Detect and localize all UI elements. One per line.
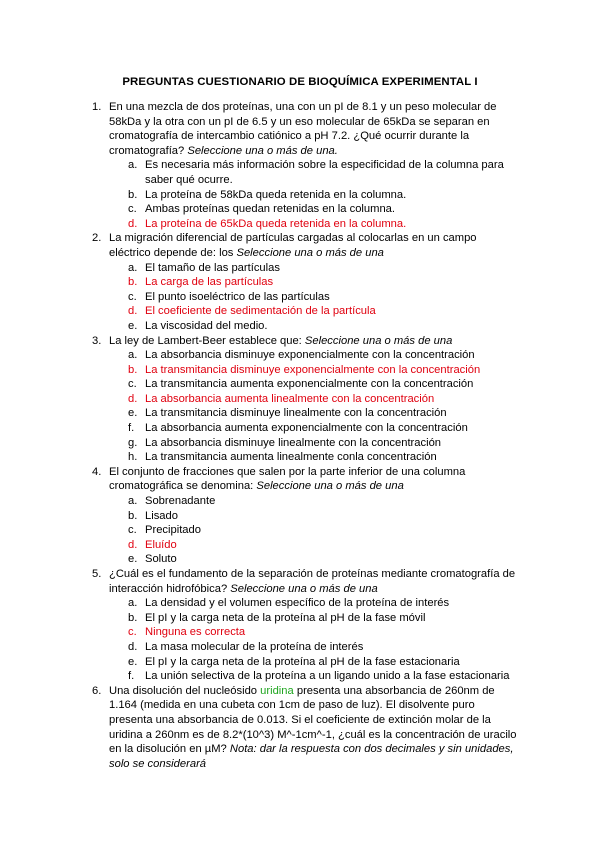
option-item: c. El punto isoeléctrico de las partículas bbox=[128, 290, 330, 303]
question-list bbox=[0, 100, 600, 771]
question-note: Nota: dar la respuesta con dos decimales y sin unidades, solo se considerará bbox=[109, 743, 514, 770]
question-number: 3. bbox=[92, 334, 102, 347]
options-5 bbox=[0, 596, 600, 684]
option-item: e. La transmitancia disminuye linealmente con la concentración bbox=[128, 407, 447, 420]
question-text: En una mezcla de dos proteínas, una con un pI de 8.1 y un peso molecular de 58kDa y la otra con un pI de 6.5 y un eso molecular de 65kDa se separan en cromatografía de intercambio catiónico a pH 7.2. ¿Qué ocurrir durante la cromatografía? Seleccione una o más de una. bbox=[109, 101, 497, 157]
question-number: 2. bbox=[92, 232, 102, 245]
question-instruction: Seleccione una o más de una. bbox=[187, 144, 338, 157]
option-item: e. Soluto bbox=[128, 553, 177, 566]
question-instruction: Seleccione una o más de una bbox=[304, 334, 453, 347]
option-item: a. El tamaño de las partículas bbox=[128, 261, 280, 274]
highlighted-term: uridina bbox=[260, 684, 294, 697]
option-item: f. La unión selectiva de la proteína a un ligando unido a la fase estacionaria bbox=[128, 670, 510, 683]
option-item: f. La absorbancia aumenta exponencialmente con la concentración bbox=[128, 422, 468, 435]
option-item: d. La masa molecular de la proteína de interés bbox=[128, 640, 364, 653]
option-item: b. Lisado bbox=[128, 509, 178, 522]
options-3 bbox=[0, 348, 600, 465]
question-4 bbox=[0, 465, 600, 494]
question-text: La migración diferencial de partículas cargadas al colocarlas en un campo eléctrico depende de: los Seleccione una o más de una bbox=[109, 232, 477, 259]
question-instruction: Seleccione una o más de una bbox=[236, 246, 384, 259]
option-item: b. La proteína de 58kDa queda retenida en la columna. bbox=[128, 188, 407, 201]
document-title: PREGUNTAS CUESTIONARIO DE BIOQUÍMICA EXPERIMENTAL I bbox=[122, 76, 478, 88]
option-item-correct: c. Ninguna es correcta bbox=[128, 626, 246, 639]
option-item: a. Es necesaria más información sobre la especificidad de la columna para saber qué ocurre. bbox=[128, 159, 504, 186]
question-number: 1. bbox=[92, 101, 102, 113]
option-item-correct: d. La proteína de 65kDa queda retenida en la columna. bbox=[128, 217, 407, 230]
question-number: 6. bbox=[92, 684, 102, 697]
question-5 bbox=[0, 567, 600, 596]
option-item-correct: b. La transmitancia disminuye exponencialmente con la concentración bbox=[128, 363, 481, 376]
question-text: La ley de Lambert-Beer establece que: Seleccione una o más de una bbox=[109, 334, 453, 347]
question-text: ¿Cuál es el fundamento de la separación de proteínas mediante cromatografía de interacción hidrofóbica? Seleccione una o más de una bbox=[109, 568, 516, 595]
option-item: a. La densidad y el volumen específico de la proteína de interés bbox=[128, 597, 450, 610]
option-item-correct: b. La carga de las partículas bbox=[128, 276, 274, 289]
option-item: h. La transmitancia aumenta linealmente conla concentración bbox=[128, 451, 437, 464]
option-item-correct: d. La absorbancia aumenta linealmente con la concentración bbox=[128, 392, 435, 405]
question-number: 4. bbox=[92, 465, 102, 478]
question-number: 5. bbox=[92, 568, 102, 580]
option-item-correct: d. El coeficiente de sedimentación de la partícula bbox=[128, 305, 376, 318]
option-item: b. El pI y la carga neta de la proteína al pH de la fase móvil bbox=[128, 611, 426, 624]
option-item-correct: d. Eluído bbox=[128, 538, 177, 551]
question-text: Una disolución del nucleósido uridina presenta una absorbancia de 260nm de 1.164 (medida en una cubeta con 1cm de paso de luz). El disolvente puro presenta una absorbancia de 0.013. Si el coeficiente de extinción molar de la uridina a 260nm es de 8.2*(10^3) M^-1cm^-1, ¿cuál es la concentración de uracilo en la disolución en µM? Nota: dar la respuesta con dos decimales y sin unidades, solo se considerará bbox=[109, 684, 517, 770]
question-instruction: Seleccione una o más de una bbox=[256, 480, 404, 493]
option-item: e. La viscosidad del medio. bbox=[128, 319, 268, 332]
question-instruction: Seleccione una o más de una bbox=[230, 582, 378, 595]
options-1 bbox=[0, 158, 600, 231]
question-1 bbox=[0, 100, 600, 158]
question-6 bbox=[0, 684, 600, 772]
question-text: El conjunto de fracciones que salen por la parte inferior de una columna cromatográfica se denomina: Seleccione una o más de una bbox=[109, 465, 466, 493]
question-3 bbox=[0, 334, 600, 349]
option-item: c. Precipitado bbox=[128, 524, 201, 537]
option-item: c. Ambas proteínas quedan retenidas en la columna. bbox=[128, 203, 396, 216]
option-item: a. La absorbancia disminuye exponencialmente con la concentración bbox=[128, 349, 475, 362]
option-item: e. El pI y la carga neta de la proteína al pH de la fase estacionaria bbox=[128, 655, 460, 668]
option-item: g. La absorbancia disminuye linealmente con la concentración bbox=[128, 436, 442, 449]
options-2 bbox=[0, 261, 600, 334]
options-4 bbox=[0, 494, 600, 567]
question-2 bbox=[0, 231, 600, 260]
option-item: a. Sobrenadante bbox=[128, 495, 216, 508]
option-item: c. La transmitancia aumenta exponencialmente con la concentración bbox=[128, 378, 474, 391]
